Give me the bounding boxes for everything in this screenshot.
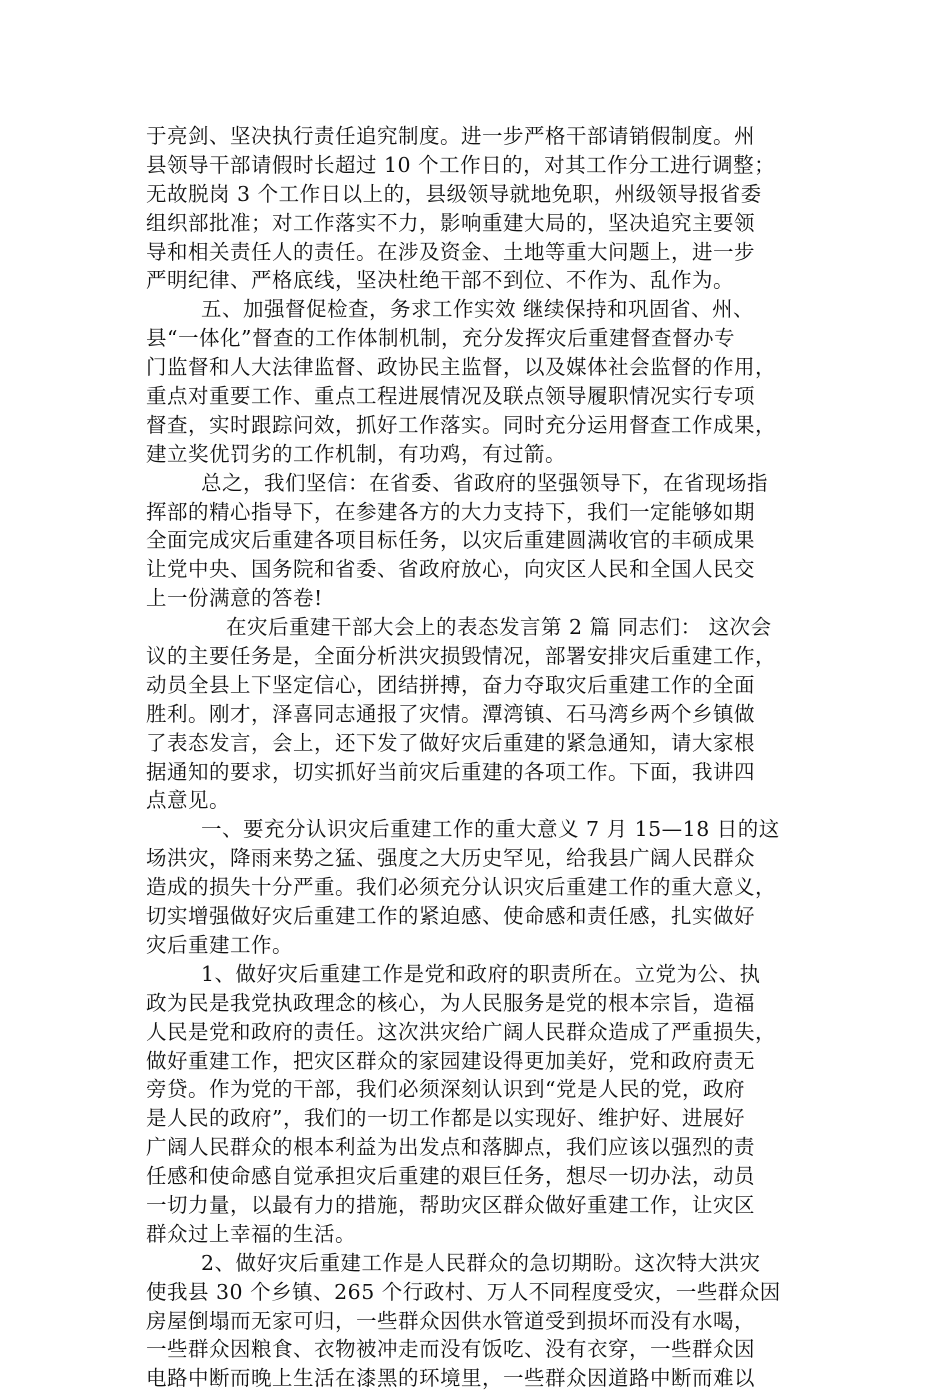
section-heading-line: 一、要充分认识灾后重建工作的重大意义 7 月 15—18 日的这 (201, 817, 780, 842)
text-line: 建立奖优罚劣的工作机制，有功鸡，有过箭。 (146, 441, 566, 466)
text-line: 胜利。刚才，泽喜同志通报了灾情。潭湾镇、石马湾乡两个乡镇做 (146, 701, 755, 726)
text-line: 挥部的精心指导下，在参建各方的大力支持下，我们一定能够如期 (146, 499, 755, 524)
text-line: 旁贷。作为党的干部，我们必须深刻认识到“党是人民的党，政府 (146, 1077, 745, 1102)
text-line: 全面完成灾后重建各项目标任务，以灾后重建圆满收官的丰硕成果 (146, 528, 755, 553)
text-line: 导和相关责任人的责任。在涉及资金、土地等重大问题上，进一步 (146, 239, 755, 264)
text-line: 组织部批准；对工作落实不力，影响重建大局的，坚决追究主要领 (146, 210, 755, 235)
text-line: 无故脱岗 3 个工作日以上的，县级领导就地免职，州级领导报省委 (146, 181, 762, 206)
text-line: 议的主要任务是，全面分析洪灾损毁情况，部署安排灾后重建工作， (146, 644, 776, 669)
text-line: 动员全县上下坚定信心，团结拼搏，奋力夺取灾后重建工作的全面 (146, 672, 755, 697)
text-line: 灾后重建工作。 (146, 932, 293, 957)
text-line: 造成的损失十分严重。我们必须充分认识灾后重建工作的重大意义， (146, 875, 776, 900)
text-line: 县“一体化”督查的工作体制机制，充分发挥灾后重建督查督办专 (146, 326, 735, 351)
paragraph-start-line: 1、做好灾后重建工作是党和政府的职责所在。立党为公、执 (201, 961, 761, 986)
text-line: 重点对重要工作、重点工程进展情况及联点领导履职情况实行专项 (146, 384, 755, 409)
text-line: 一些群众因粮食、衣物被冲走而没有饭吃、没有衣穿，一些群众因 (146, 1337, 755, 1362)
text-line: 点意见。 (146, 788, 230, 813)
text-line: 房屋倒塌而无家可归，一些群众因供水管道受到损坏而没有水喝， (146, 1308, 755, 1333)
text-line: 督查，实时跟踪问效，抓好工作落实。同时充分运用督查工作成果， (146, 412, 776, 437)
article-title-line: 在灾后重建干部大会上的表态发言第 2 篇 同志们： 这次会 (226, 615, 772, 640)
text-line: 了表态发言，会上，还下发了做好灾后重建的紧急通知，请大家根 (146, 730, 755, 755)
text-line: 人民是党和政府的责任。这次洪灾给广阔人民群众造成了严重损失， (146, 1019, 776, 1044)
paragraph-start-line: 2、做好灾后重建工作是人民群众的急切期盼。这次特大洪灾 (201, 1250, 761, 1275)
text-line: 广阔人民群众的根本利益为出发点和落脚点，我们应该以强烈的责 (146, 1135, 755, 1160)
document-body (146, 122, 806, 1393)
text-line: 场洪灾，降雨来势之猛、强度之大历史罕见，给我县广阔人民群众 (146, 846, 755, 871)
text-line: 电路中断而晚上生活在漆黑的环境里，一些群众因道路中断而难以 (146, 1366, 755, 1391)
text-line: 让党中央、国务院和省委、省政府放心，向灾区人民和全国人民交 (146, 557, 755, 582)
text-line: 据通知的要求，切实抓好当前灾后重建的各项工作。下面，我讲四 (146, 759, 755, 784)
text-line: 政为民是我党执政理念的核心，为人民服务是党的根本宗旨，造福 (146, 990, 755, 1015)
text-line: 做好重建工作，把灾区群众的家园建设得更加美好，党和政府责无 (146, 1048, 755, 1073)
section-heading-line: 五、加强督促检查，务求工作实效 继续保持和巩固省、州、 (201, 297, 755, 322)
text-line: 任感和使命感自觉承担灾后重建的艰巨任务，想尽一切办法，动员 (146, 1164, 755, 1189)
text-line: 上一份满意的答卷! (146, 586, 323, 611)
paragraph-start-line: 总之，我们坚信：在省委、省政府的坚强领导下，在省现场指 (201, 470, 768, 495)
text-line: 门监督和人大法律监督、政协民主监督，以及媒体社会监督的作用， (146, 355, 776, 380)
text-line: 于亮剑、坚决执行责任追究制度。进一步严格干部请销假制度。州 (146, 124, 755, 148)
text-line: 严明纪律、严格底线，坚决杜绝干部不到位、不作为、乱作为。 (146, 268, 734, 293)
text-line: 群众过上幸福的生活。 (146, 1221, 356, 1246)
text-line: 县领导干部请假时长超过 10 个工作日的，对其工作分工进行调整； (146, 152, 776, 177)
text-line: 是人民的政府”，我们的一切工作都是以实现好、维护好、进展好 (146, 1106, 745, 1131)
text-line: 一切力量，以最有力的措施，帮助灾区群众做好重建工作，让灾区 (146, 1192, 755, 1217)
text-line: 使我县 30 个乡镇、265 个行政村、万人不同程度受灾，一些群众因 (146, 1279, 781, 1304)
text-line: 切实增强做好灾后重建工作的紧迫感、使命感和责任感，扎实做好 (146, 904, 755, 929)
